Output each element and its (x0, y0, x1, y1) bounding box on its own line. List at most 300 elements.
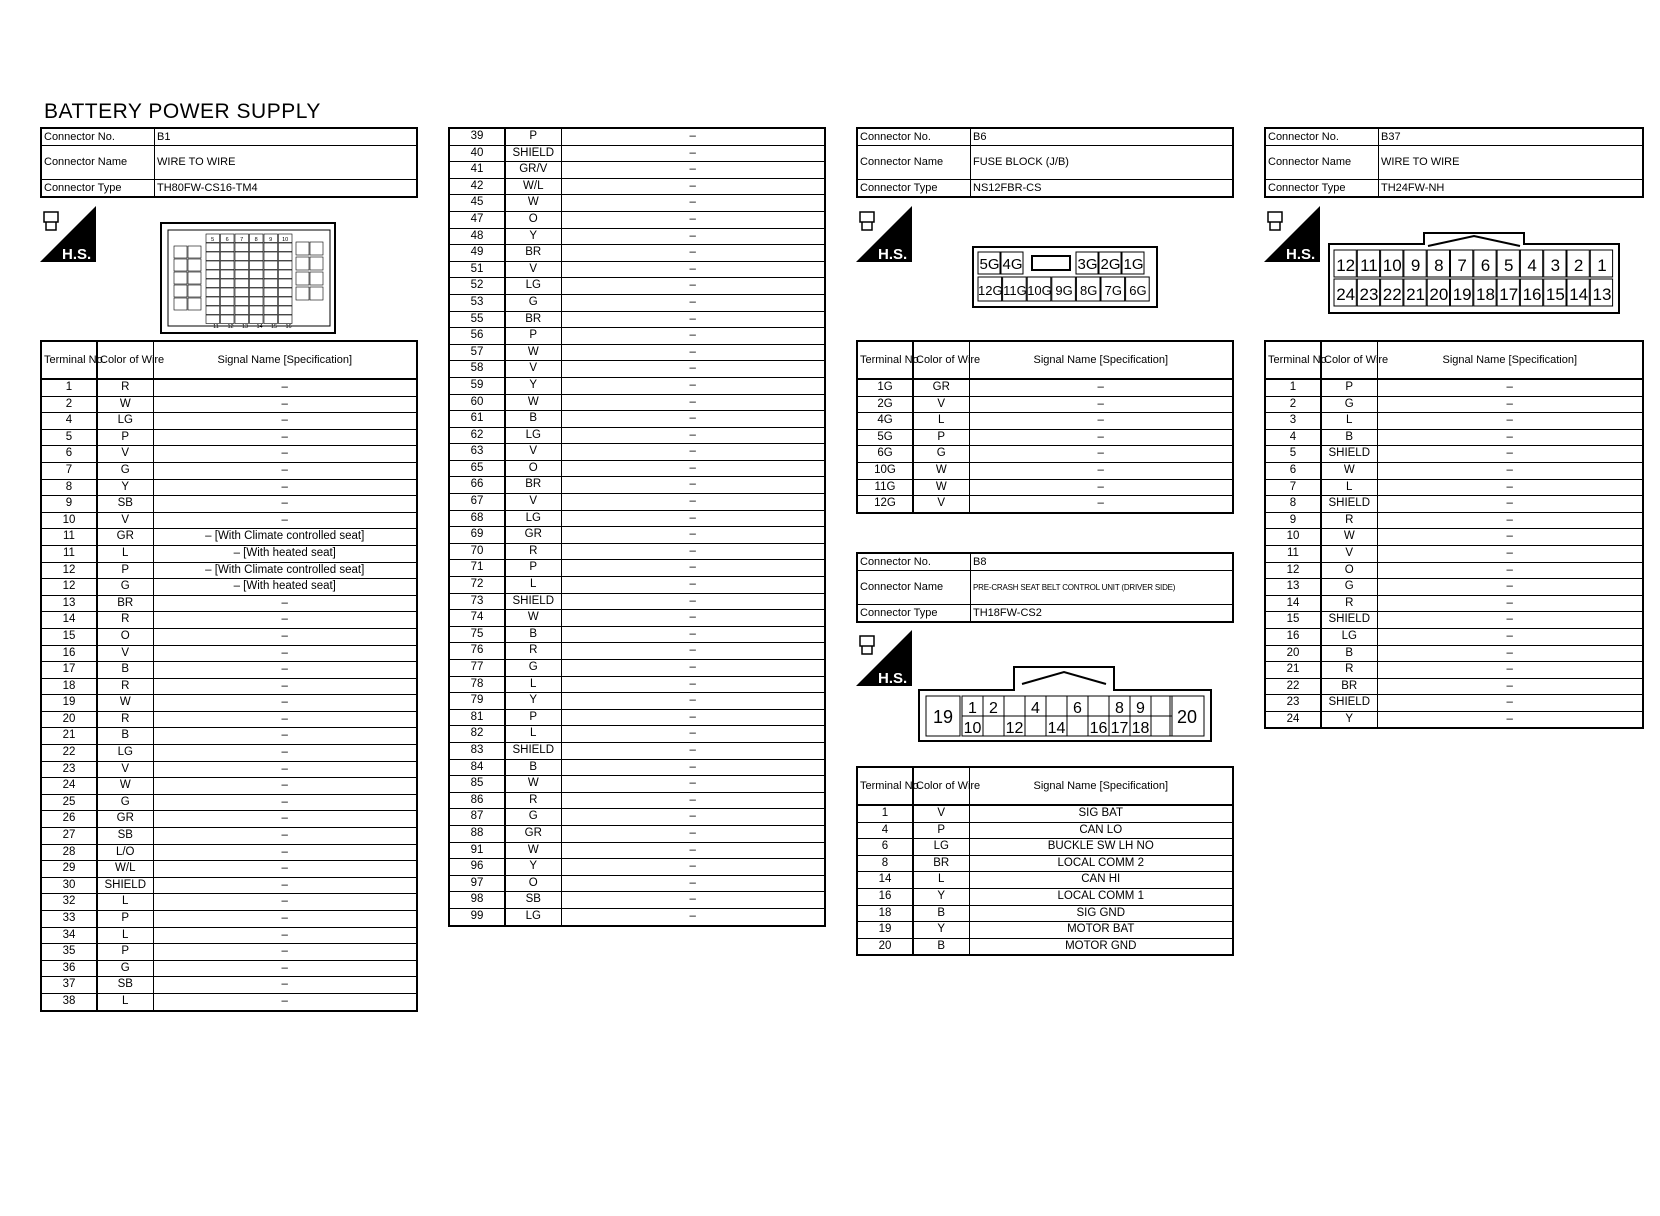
b6-connector-no: B6 (971, 128, 1234, 146)
pin-label: 16 (1522, 285, 1542, 304)
terminal-no: 78 (449, 676, 505, 693)
table-row (41, 413, 417, 430)
col-terminal-no: Terminal No. (857, 767, 913, 805)
wire-color: SHIELD (1321, 496, 1377, 513)
pin-cell (221, 315, 235, 324)
pin-label: 4 (1031, 700, 1040, 717)
wire-color: L (505, 676, 561, 693)
pin-label: 3G (1077, 256, 1098, 273)
terminal-no: 3 (1265, 413, 1321, 430)
signal-name: – (153, 944, 417, 961)
terminal-no: 20 (1265, 645, 1321, 662)
table-row (449, 178, 825, 195)
signal-name: – (1377, 695, 1643, 712)
terminal-no: 13 (1265, 579, 1321, 596)
signal-name: – (153, 960, 417, 977)
col-color-of-wire: Color of Wire (97, 341, 153, 379)
pin-label: 6 (1480, 256, 1491, 275)
signal-name: – (153, 396, 417, 413)
table-row (449, 676, 825, 693)
b37-connector-type: TH24FW-NH (1379, 180, 1644, 198)
pin-cell (279, 288, 293, 297)
signal-name: – (1377, 512, 1643, 529)
table-row (449, 245, 825, 262)
signal-name: – (561, 859, 825, 876)
pin-label: 2 (1573, 256, 1584, 275)
terminal-no: 40 (449, 145, 505, 162)
terminal-no: 70 (449, 543, 505, 560)
connector-latch (1022, 672, 1106, 684)
wire-color: P (505, 128, 561, 145)
terminal-no: 18 (857, 905, 913, 922)
pin-cell (174, 259, 187, 271)
wire-color: SHIELD (1321, 446, 1377, 463)
terminal-no: 11 (41, 529, 97, 546)
pin-label: 11 (1360, 256, 1378, 275)
wire-color: G (505, 660, 561, 677)
signal-name: – (561, 195, 825, 212)
signal-name: SIG BAT (969, 805, 1233, 822)
signal-name: – (561, 294, 825, 311)
b6-connector-type: NS12FBR-CS (971, 180, 1234, 198)
wire-color: L (1321, 413, 1377, 430)
hs-label: H.S. (62, 246, 92, 263)
pin-label: 4 (1527, 256, 1537, 275)
pin-label: 10G (1027, 283, 1052, 298)
signal-name: – (1377, 628, 1643, 645)
table-row (41, 512, 417, 529)
terminal-no: 61 (449, 411, 505, 428)
hs-icon (856, 206, 912, 262)
signal-name: – (153, 728, 417, 745)
pin-cell (264, 243, 278, 252)
signal-name: – (153, 695, 417, 712)
signal-name: – (153, 413, 417, 430)
table-row (449, 610, 825, 627)
table-row (449, 560, 825, 577)
col-terminal-no: Terminal No. (857, 341, 913, 379)
signal-name: – (561, 427, 825, 444)
terminal-no: 56 (449, 328, 505, 345)
table-row (857, 839, 1233, 856)
wire-color: BR (97, 595, 153, 612)
signal-name: – (969, 429, 1233, 446)
signal-name: CAN HI (969, 872, 1233, 889)
b6-connector-name: FUSE BLOCK (J/B) (971, 146, 1234, 180)
table-row (449, 411, 825, 428)
table-row (1265, 695, 1643, 712)
terminal-no: 19 (41, 695, 97, 712)
pin-cell (264, 306, 278, 315)
b6-connector-name-label: Connector Name (857, 146, 971, 180)
terminal-no: 25 (41, 794, 97, 811)
wire-color: LG (1321, 628, 1377, 645)
terminal-no: 79 (449, 693, 505, 710)
pin-cell (264, 270, 278, 279)
terminal-no: 58 (449, 361, 505, 378)
table-row (41, 496, 417, 513)
wire-color: SHIELD (1321, 695, 1377, 712)
wire-color: Y (913, 888, 969, 905)
pin-cell (235, 306, 249, 315)
terminal-no: 82 (449, 726, 505, 743)
wire-color: B (97, 728, 153, 745)
terminal-no: 51 (449, 261, 505, 278)
table-row (1265, 612, 1643, 629)
pin-label: 13 (1592, 285, 1612, 304)
table-row (1265, 678, 1643, 695)
terminal-no: 4G (857, 413, 913, 430)
wire-color: G (1321, 579, 1377, 596)
wire-color: W (505, 610, 561, 627)
table-row (449, 494, 825, 511)
pin-cell (206, 306, 220, 315)
terminal-no: 81 (449, 709, 505, 726)
table-row (41, 695, 417, 712)
terminal-no: 37 (41, 977, 97, 994)
terminal-no: 10 (1265, 529, 1321, 546)
wire-color: G (1321, 396, 1377, 413)
wire-color: W (505, 842, 561, 859)
pin-label: 14 (256, 324, 263, 330)
b37-connector-type-label: Connector Type (1265, 180, 1379, 198)
terminal-no: 9 (1265, 512, 1321, 529)
terminal-no: 16 (857, 888, 913, 905)
table-row (41, 529, 417, 546)
pin-label: 12 (1005, 720, 1024, 737)
wire-color: R (97, 379, 153, 396)
table-row (1265, 628, 1643, 645)
wire-color: P (97, 944, 153, 961)
signal-name: – (561, 411, 825, 428)
pin-label: 5G (979, 256, 1000, 273)
table-row (449, 444, 825, 461)
table-row (449, 261, 825, 278)
pin-cell (250, 252, 264, 261)
connector-latch (1428, 236, 1520, 246)
table-row (41, 844, 417, 861)
table-row (449, 859, 825, 876)
wire-color: P (913, 822, 969, 839)
table-row (41, 562, 417, 579)
terminal-no: 2 (1265, 396, 1321, 413)
wire-color: LG (505, 908, 561, 925)
wire-color: G (913, 446, 969, 463)
pin-label: 16 (285, 324, 292, 330)
signal-name: – (561, 527, 825, 544)
signal-name: – (969, 413, 1233, 430)
pin-cell (264, 315, 278, 324)
pin-cell (279, 270, 293, 279)
pin-label: 14 (1569, 285, 1589, 304)
pin-label: 2 (989, 700, 998, 717)
wire-color: SB (97, 496, 153, 513)
pin-label: 9 (1410, 256, 1421, 275)
pin-cell (250, 261, 264, 270)
pin-cell (310, 257, 323, 270)
signal-name: – (1377, 678, 1643, 695)
terminal-no: 5 (1265, 446, 1321, 463)
pin-label: 2G (1100, 256, 1121, 273)
b37-header-table (1264, 127, 1644, 198)
signal-name: – (153, 877, 417, 894)
terminal-no: 24 (41, 778, 97, 795)
table-row (1265, 496, 1643, 513)
signal-name: – (153, 446, 417, 463)
wire-color: R (97, 612, 153, 629)
table-row (41, 612, 417, 629)
wire-color: V (505, 361, 561, 378)
signal-name: – (561, 145, 825, 162)
terminal-no: 42 (449, 178, 505, 195)
table-row (41, 977, 417, 994)
b6-header-table (856, 127, 1234, 198)
table-row (41, 927, 417, 944)
table-row (449, 427, 825, 444)
signal-name: – (1377, 612, 1643, 629)
signal-name: – [With Climate controlled seat] (153, 529, 417, 546)
wire-color: W (1321, 529, 1377, 546)
wire-color: G (505, 809, 561, 826)
table-row (449, 311, 825, 328)
signal-name: – [With heated seat] (153, 579, 417, 596)
table-row (41, 711, 417, 728)
signal-name: SIG GND (969, 905, 1233, 922)
wire-color: BR (1321, 678, 1377, 695)
signal-name: MOTOR BAT (969, 922, 1233, 939)
terminal-no: 75 (449, 626, 505, 643)
pin-cell (235, 261, 249, 270)
terminal-no: 71 (449, 560, 505, 577)
signal-name: – (1377, 545, 1643, 562)
table-row (41, 761, 417, 778)
b1-pin-table-b (448, 127, 826, 927)
terminal-no: 87 (449, 809, 505, 826)
pin-cell (235, 279, 249, 288)
hs-label: H.S. (1286, 246, 1316, 263)
signal-name: CAN LO (969, 822, 1233, 839)
pin-cell (1067, 716, 1088, 736)
table-row (857, 805, 1233, 822)
terminal-no: 24 (1265, 711, 1321, 728)
terminal-no: 22 (1265, 678, 1321, 695)
table-row (449, 643, 825, 660)
pin-cell (296, 257, 309, 270)
wire-color: BR (913, 855, 969, 872)
terminal-no: 67 (449, 494, 505, 511)
terminal-no: 5 (41, 429, 97, 446)
signal-name: – (153, 927, 417, 944)
wire-color: W (505, 776, 561, 793)
terminal-no: 52 (449, 278, 505, 295)
terminal-no: 36 (41, 960, 97, 977)
wire-color: L (97, 927, 153, 944)
terminal-no: 27 (41, 828, 97, 845)
b37-connector-no-label: Connector No. (1265, 128, 1379, 146)
wire-color: Y (505, 377, 561, 394)
wire-color: L (1321, 479, 1377, 496)
signal-name: – (153, 462, 417, 479)
terminal-no: 8 (41, 479, 97, 496)
table-row (449, 842, 825, 859)
wire-color: BR (505, 477, 561, 494)
wire-color: SHIELD (97, 877, 153, 894)
signal-name: BUCKLE SW LH NO (969, 839, 1233, 856)
table-row (1265, 711, 1643, 728)
pin-cell (188, 285, 201, 297)
wire-color: LG (97, 745, 153, 762)
terminal-no: 20 (41, 711, 97, 728)
signal-name: – (153, 993, 417, 1010)
terminal-no: 45 (449, 195, 505, 212)
signal-name: – (969, 462, 1233, 479)
table-row (1265, 379, 1643, 396)
wire-color: P (505, 560, 561, 577)
wire-color: W (505, 195, 561, 212)
table-row (857, 462, 1233, 479)
b1-connector-name: WIRE TO WIRE (155, 146, 418, 180)
pin-label: 20 (1429, 285, 1449, 304)
pin-label: 10 (282, 237, 289, 243)
signal-name: – (153, 628, 417, 645)
table-row (1265, 479, 1643, 496)
pin-label: 11 (213, 324, 219, 330)
pin-cell (206, 252, 220, 261)
pin-cell (188, 259, 201, 271)
table-row (41, 778, 417, 795)
terminal-no: 86 (449, 792, 505, 809)
terminal-no: 63 (449, 444, 505, 461)
b1-connector-no: B1 (155, 128, 418, 146)
terminal-no: 11G (857, 479, 913, 496)
wire-color: O (97, 628, 153, 645)
terminal-no: 23 (41, 761, 97, 778)
pin-cell (235, 252, 249, 261)
signal-name: – (1377, 429, 1643, 446)
b1-connector-no-label: Connector No. (41, 128, 155, 146)
signal-name: – (1377, 645, 1643, 662)
signal-name: – (1377, 446, 1643, 463)
wire-color: GR (505, 527, 561, 544)
terminal-no: 23 (1265, 695, 1321, 712)
terminal-no: 11 (1265, 545, 1321, 562)
wire-color: Y (505, 693, 561, 710)
table-row (41, 745, 417, 762)
table-row (449, 543, 825, 560)
signal-name: MOTOR GND (969, 938, 1233, 955)
pin-cell (250, 288, 264, 297)
terminal-no: 29 (41, 861, 97, 878)
terminal-no: 49 (449, 245, 505, 262)
pin-cell (221, 288, 235, 297)
b37-pin-table (1264, 340, 1644, 729)
terminal-no: 4 (857, 822, 913, 839)
pin-cell (264, 252, 278, 261)
signal-name: – (561, 128, 825, 145)
col-terminal-no: Terminal No. (41, 341, 97, 379)
signal-name: – (561, 543, 825, 560)
pin-label: 9 (1136, 700, 1145, 717)
wire-color: SB (97, 977, 153, 994)
b8-connector-no: B8 (971, 553, 1234, 571)
terminal-no: 10G (857, 462, 913, 479)
col-signal-name: Signal Name [Specification] (969, 767, 1233, 805)
pin-label: 21 (1406, 285, 1426, 304)
pin-cell (250, 306, 264, 315)
pin-cell (235, 243, 249, 252)
pin-cell (221, 270, 235, 279)
connector-inner (168, 230, 330, 326)
terminal-no: 17 (41, 662, 97, 679)
signal-name: – (561, 510, 825, 527)
signal-name: – (561, 245, 825, 262)
pin-cell (264, 297, 278, 306)
wire-color: Y (913, 922, 969, 939)
table-row (449, 527, 825, 544)
terminal-no: 16 (41, 645, 97, 662)
pin-cell (296, 242, 309, 255)
signal-name: – (1377, 662, 1643, 679)
b8-connector-type-label: Connector Type (857, 605, 971, 623)
wire-color: B (97, 662, 153, 679)
wire-color: R (97, 711, 153, 728)
signal-name: – (561, 460, 825, 477)
wire-color: W (1321, 462, 1377, 479)
terminal-no: 6G (857, 446, 913, 463)
wire-color: P (913, 429, 969, 446)
table-row (449, 759, 825, 776)
wire-color: LG (505, 278, 561, 295)
b6-connector-type-label: Connector Type (857, 180, 971, 198)
signal-name: – (561, 742, 825, 759)
table-row (1265, 446, 1643, 463)
table-row (41, 446, 417, 463)
wire-color: L (97, 545, 153, 562)
table-row (41, 462, 417, 479)
terminal-no: 26 (41, 811, 97, 828)
terminal-no: 53 (449, 294, 505, 311)
table-row (41, 944, 417, 961)
pin-label: 8 (254, 237, 258, 243)
pin-cell (188, 298, 201, 310)
pin-label: 17 (1110, 720, 1129, 737)
pin-cell (279, 297, 293, 306)
pin-cell (264, 279, 278, 288)
signal-name: – [With Climate controlled seat] (153, 562, 417, 579)
pin-cell (1025, 716, 1046, 736)
wire-color: W (97, 695, 153, 712)
signal-name: – (561, 643, 825, 660)
terminal-no: 21 (41, 728, 97, 745)
terminal-no: 14 (857, 872, 913, 889)
terminal-no: 97 (449, 875, 505, 892)
pin-cell (264, 261, 278, 270)
signal-name: – (561, 809, 825, 826)
table-row (1265, 512, 1643, 529)
b1-header-table (40, 127, 418, 198)
terminal-no: 62 (449, 427, 505, 444)
wire-color: B (1321, 645, 1377, 662)
pin-cell (1046, 696, 1067, 716)
pin-label: 9G (1055, 283, 1073, 298)
pin-cell (1151, 716, 1172, 736)
table-row (41, 628, 417, 645)
wire-color: W/L (505, 178, 561, 195)
pin-cell (221, 252, 235, 261)
signal-name: – (561, 660, 825, 677)
pin-cell (206, 288, 220, 297)
wire-color: Y (1321, 711, 1377, 728)
